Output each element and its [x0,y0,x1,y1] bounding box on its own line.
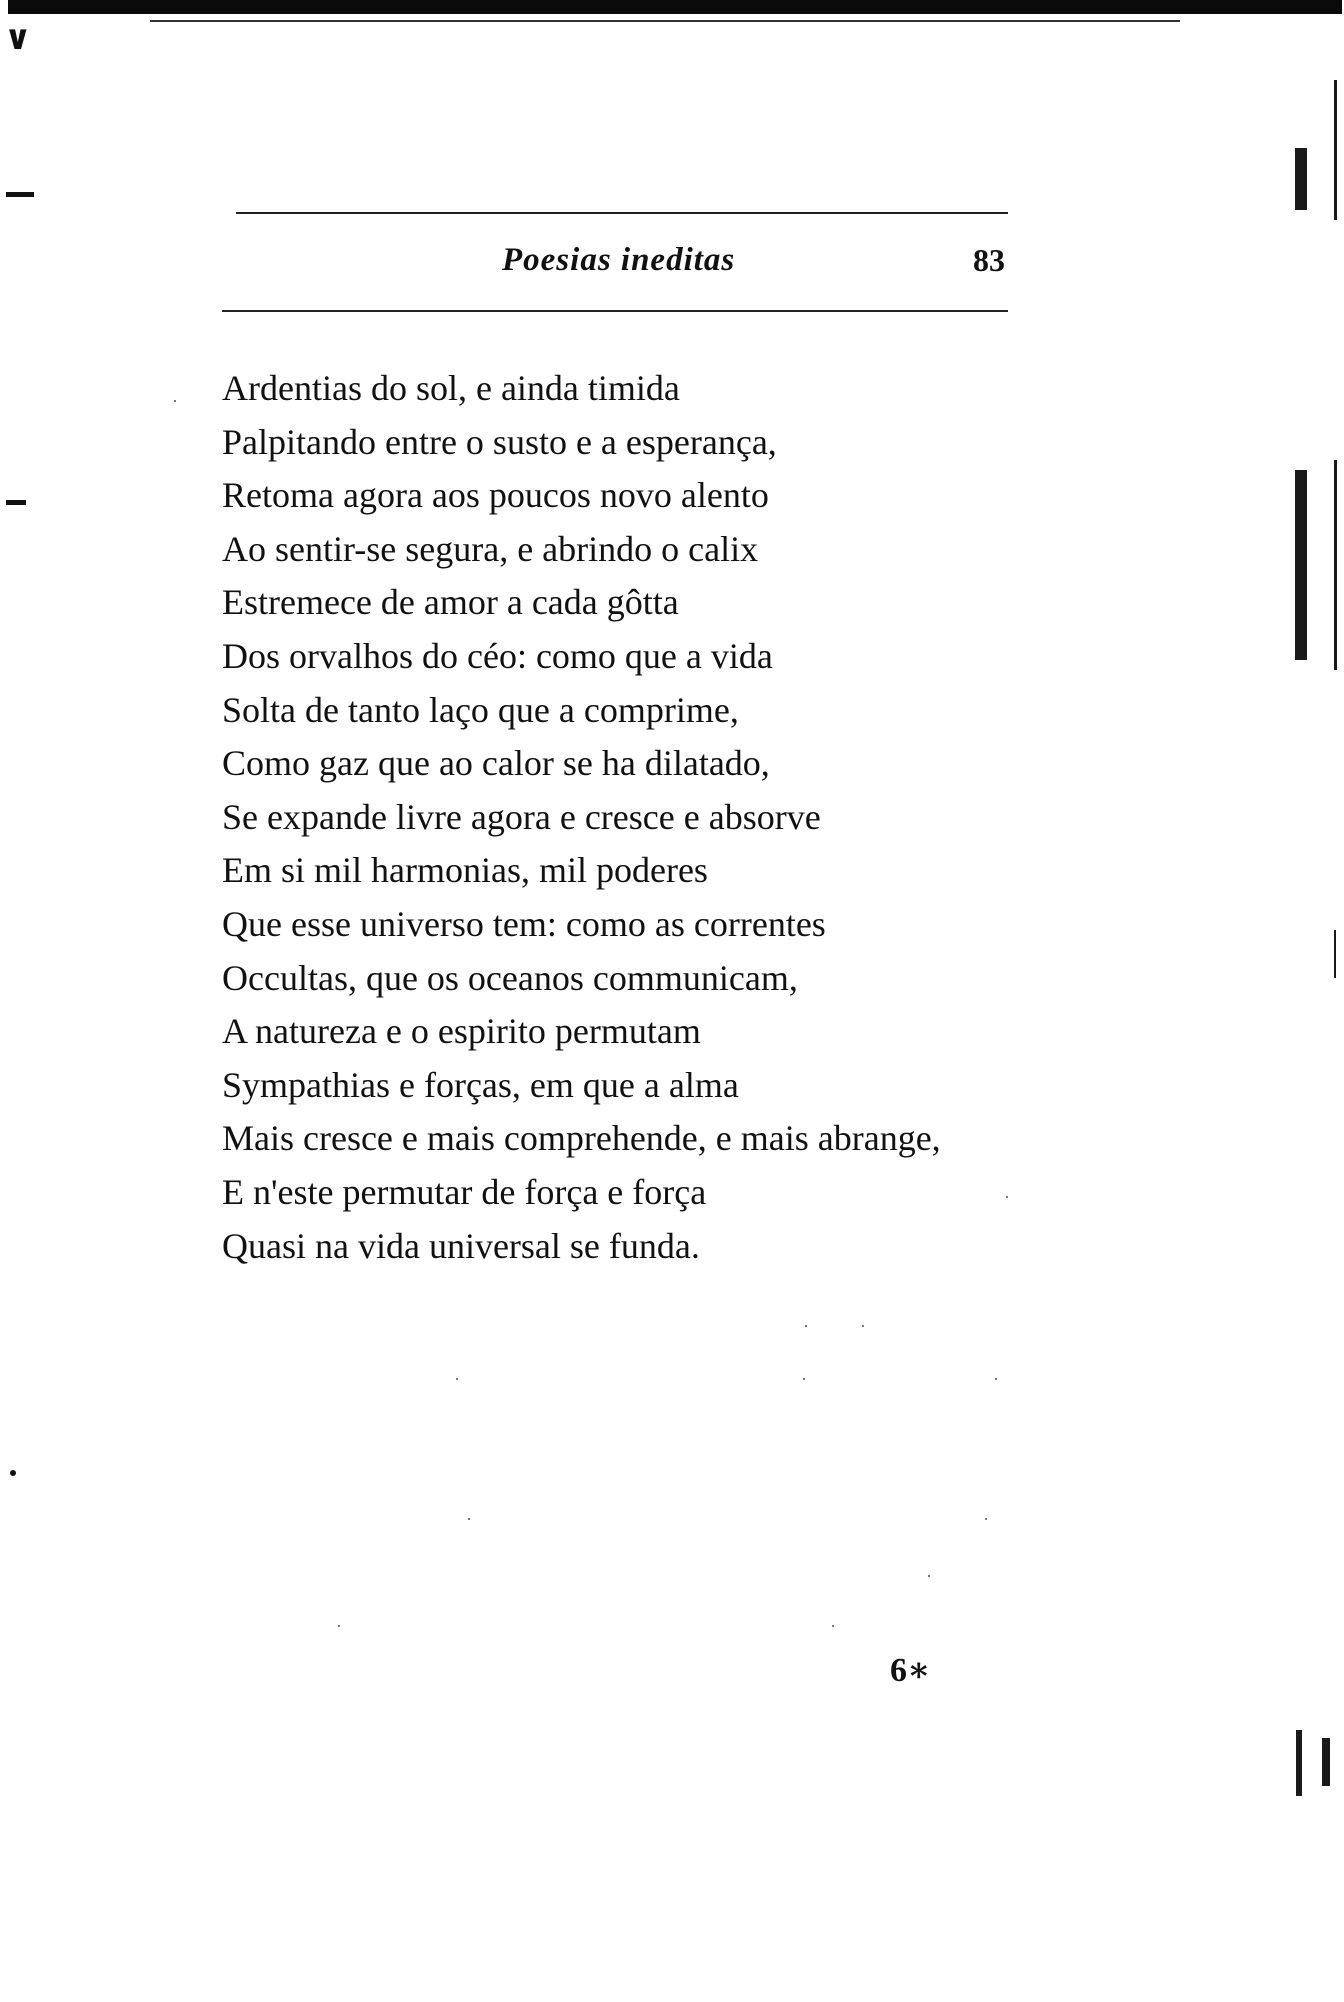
poem-line: A natureza e o espirito permutam [222,1011,701,1052]
right-edge-line [1334,930,1336,978]
scan-speck [468,1518,470,1520]
right-edge-mark [1322,1738,1330,1786]
poem-line: Se expande livre agora e cresce e absorve [222,796,821,837]
scan-speck [862,1325,864,1327]
running-title: Poesias ineditas [502,242,736,278]
scan-speck [174,400,176,402]
right-edge-mark [1296,1730,1302,1796]
poem-line: Retoma agora aos poucos novo alento [222,475,769,516]
scan-top-hairline [150,20,1180,22]
scan-speck [995,1378,997,1380]
poem-line: Em si mil harmonias, mil poderes [222,850,708,891]
right-edge-line [1334,80,1337,220]
poem-line: Ao sentir-se segura, e abrindo o calix [222,528,759,569]
poem-line: Ardentias do sol, e ainda timida [222,368,680,408]
scan-speck [456,1378,458,1380]
page-number: 83 [973,242,1005,278]
left-margin-dot [10,1470,16,1476]
poem-line: Sympathias e forças, em que a alma [222,1064,739,1105]
corner-pencil-mark: ∨ [4,18,32,58]
poem-line: Mais cresce e mais comprehende, e mais abrange, [222,1118,941,1159]
poem-text [222,362,941,1273]
poem-line: Que esse universo tem: como as correntes [222,903,826,944]
right-edge-line [1334,460,1337,670]
scan-speck [928,1575,930,1577]
poem-line: Occultas, que os oceanos communicam, [222,957,798,998]
poem-line: Palpitando entre o susto e a esperança, [222,421,777,462]
poem-line: Solta de tanto laço que a comprime, [222,689,739,730]
scan-speck [803,1378,805,1380]
scan-speck [985,1518,987,1520]
scan-top-border [8,0,1342,14]
left-margin-tick [6,500,26,505]
poem-line: Estremece de amor a cada gôtta [222,582,679,623]
signature-mark: 6∗ [890,1652,931,1689]
scan-speck [832,1625,834,1627]
scan-speck [805,1325,807,1327]
poem-line: Quasi na vida universal se funda. [222,1225,700,1266]
right-edge-mark [1295,470,1307,660]
header-rule-bottom [222,310,1008,312]
left-margin-tick [6,192,34,197]
scan-speck [1006,1196,1008,1198]
poem-line: Dos orvalhos do céo: como que a vida [222,635,773,676]
scan-speck [338,1625,340,1627]
poem-line: E n'este permutar de força e força [222,1171,707,1212]
right-edge-mark [1295,148,1307,210]
poem-line: Como gaz que ao calor se ha dilatado, [222,743,770,784]
header-rule-top [236,212,1008,214]
